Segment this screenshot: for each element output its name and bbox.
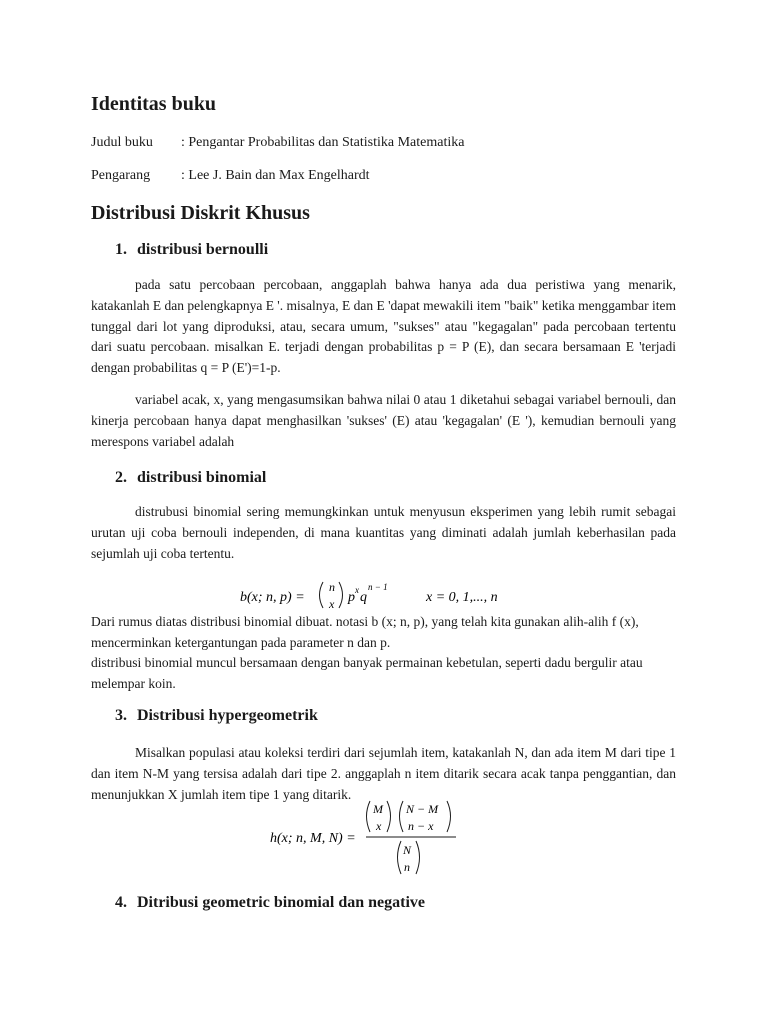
- formula-lhs: h(x; n, M, N) =: [270, 831, 356, 846]
- right-paren: [447, 801, 451, 832]
- item-number: 4.: [115, 894, 127, 911]
- p-symbol: p: [348, 590, 355, 605]
- main-section-heading: Distribusi Diskrit Khusus: [91, 202, 310, 224]
- book-author-label: Pengarang: [91, 168, 151, 183]
- book-title-value: : Pengantar Probabilitas dan Statistika Matematika: [181, 135, 465, 150]
- q-exponent: n − 1: [368, 582, 388, 592]
- q-symbol: q: [360, 590, 367, 605]
- left-paren: [367, 801, 371, 832]
- binomial-formula: [236, 576, 506, 616]
- binomial-paragraph-1: distrubusi binomial sering memungkinkan untuk menyusun eksperimen yang lebih rumit sebagai urutan uji coba bernouli independen, di mana kuantitas yang diminati adalah jumlah keberhasilan pada sejumlah uji coba tertentu.: [91, 504, 676, 561]
- left-paren: [400, 801, 404, 832]
- binom3-bottom: n: [404, 860, 410, 874]
- binomial-paragraph-3: distribusi binomial muncul bersamaan dengan banyak permainan kebetulan, seperti dadu bergulir atau melempar koin.: [91, 655, 643, 691]
- book-author-value: : Lee J. Bain dan Max Engelhardt: [181, 168, 370, 183]
- book-title-row: [91, 135, 465, 151]
- binomial-paragraph-2: Dari rumus diatas distribusi binomial dibuat. notasi b (x; n, p), yang telah kita gunakan alih-alih f (x), mencerminkan ketergantungan pada parameter n dan p.: [91, 614, 639, 650]
- left-paren: [398, 841, 402, 874]
- formula-lhs: b(x; n, p) =: [240, 590, 305, 605]
- item-3-heading: [115, 707, 318, 725]
- p-exponent: x: [355, 585, 359, 595]
- item-title: Distribusi hypergeometrik: [137, 707, 318, 724]
- identity-heading: Identitas buku: [91, 93, 217, 115]
- item-number: 3.: [115, 707, 127, 724]
- binom1-top: M: [373, 802, 383, 816]
- item-title: distribusi binomial: [137, 469, 267, 486]
- binom1-bottom: x: [376, 819, 382, 833]
- right-paren: [387, 801, 391, 832]
- right-paren: [416, 841, 420, 874]
- hypergeometric-paragraph-1: Misalkan populasi atau koleksi terdiri dari sejumlah item, katakanlah N, dan ada item M dari tipe 1 dan item N-M yang tersisa adalah dari tipe 2. anggaplah n item ditarik secara acak tanpa penggantian, dan menunjukkan X jumlah item tipe 1 yang ditarik.: [91, 745, 676, 802]
- item-4-heading: [115, 894, 425, 912]
- left-paren: [320, 582, 324, 608]
- item-title: Ditribusi geometric binomial dan negative: [137, 894, 425, 911]
- bernoulli-paragraph-2: variabel acak, x, yang mengasumsikan bahwa nilai 0 atau 1 diketahui sebagai variabel bernouli, dan kinerja percobaan hanya dapat menghasilkan 'sukses' (E) atau 'kegagalan' (E '), kemudian bernouli yang merespons variabel adalah: [91, 392, 676, 449]
- binom2-top: N − M: [406, 802, 439, 816]
- item-number: 2.: [115, 469, 127, 486]
- binom2-bottom: n − x: [408, 819, 434, 833]
- item-2-heading: [115, 469, 266, 487]
- bernoulli-paragraph-1: pada satu percobaan percobaan, anggaplah bahwa hanya ada dua peristiwa yang menarik, katakanlah E dan pelengkapnya E '. misalnya, E dan E 'dapat mewakili item "baik" ketika menggambar item tunggal dari lot yang diproduksi, atau, secara umum, "sukses" atau "kegagalan" pada percobaan tertentu dari suatu percobaan. misalkan E. terjadi dengan probabilitas p = P (E), dan secara bersamaan E 'terjadi dengan probabilitas q = P (E')=1-p.: [91, 277, 676, 376]
- formula-domain: x = 0, 1,..., n: [426, 590, 498, 605]
- book-title-label: Judul buku: [91, 135, 153, 150]
- right-paren: [339, 582, 343, 608]
- binom-top: n: [329, 580, 335, 594]
- book-author-row: [91, 168, 370, 184]
- item-1-heading: [115, 241, 268, 259]
- item-title: distribusi bernoulli: [137, 241, 269, 258]
- hypergeometric-formula: [266, 798, 466, 878]
- item-number: 1.: [115, 241, 127, 258]
- binom3-top: N: [403, 843, 412, 857]
- binom-bottom: x: [329, 597, 335, 611]
